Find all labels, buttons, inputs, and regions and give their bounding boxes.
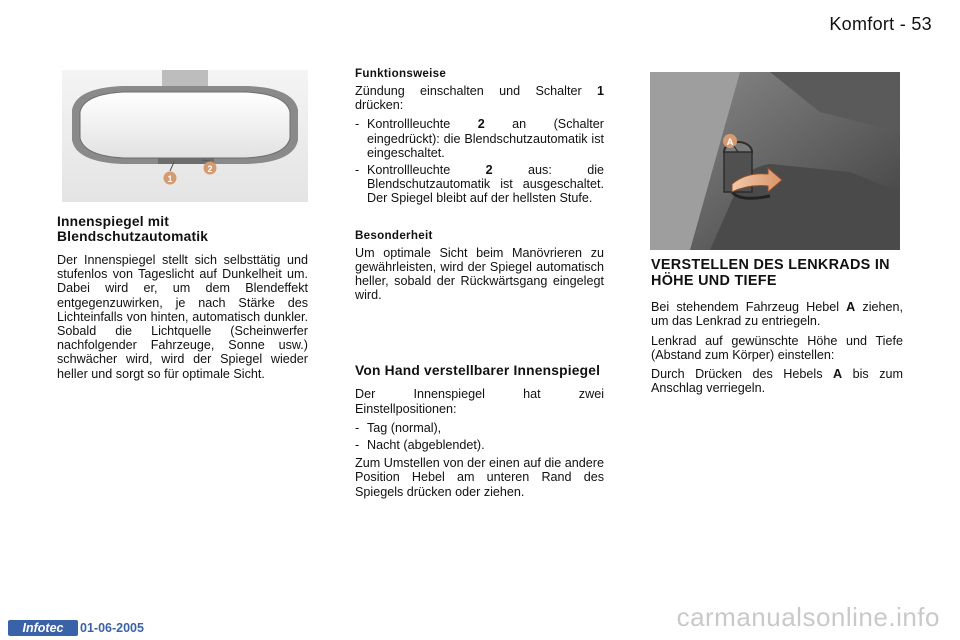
mirror-illustration xyxy=(62,70,308,202)
lamp-2-ref: 2 xyxy=(485,163,493,178)
steering-drawing xyxy=(650,72,900,250)
print-date: 01-06-2005 xyxy=(80,621,144,635)
section-heading-steering: VERSTELLEN DES LENKRADS IN HÖHE UND TIEFE xyxy=(651,257,890,289)
funktion-intro-text: Zündung einschalten und Schalter xyxy=(355,84,597,98)
switch-1-ref: 1 xyxy=(596,84,604,98)
funktion-intro xyxy=(355,84,604,112)
bullet1-end: an (Schalter eingedrückt): die Blendschutzautomatik ist eingeschaltet. xyxy=(367,117,604,160)
bullet2-text: Kontrollleuchte xyxy=(367,163,486,178)
column-mirror-auto xyxy=(57,214,308,386)
mirror-drawing xyxy=(62,70,308,202)
column-steering xyxy=(651,258,903,400)
position-day: Tag (normal), xyxy=(367,420,442,435)
step1-end: ziehen, um das Lenkrad zu entriegeln. xyxy=(651,300,904,329)
callout-a-label: A xyxy=(726,137,734,148)
manual-mirror-intro: Der Innenspiegel hat zwei Einstellpositionen: xyxy=(355,387,604,416)
funktion-intro-end: drücken: xyxy=(355,98,404,113)
step3-end: bis zum Anschlag verriegeln. xyxy=(651,367,903,396)
lever-a-ref: A xyxy=(846,300,856,315)
steering-illustration xyxy=(650,72,900,250)
section-heading-auto-dimming: Innenspiegel mit Blendschutzautomatik xyxy=(57,214,209,244)
watermark: carmanualsonline.info xyxy=(676,602,940,632)
besonderheit-text: Um optimale Sicht beim Manövrieren zu gewährleisten, wird der Spiegel automatisch heller, sobald der Rückwärtsgang eingelegt wird. xyxy=(355,245,604,303)
column-mirror-operation xyxy=(355,67,604,504)
steering-step-2: Lenkrad auf gewünschte Höhe und Tiefe (Abstand zum Körper) einstellen: xyxy=(651,333,903,362)
list-item: - Kontrollleuchte 2 aus: die Blendschutzautomatik ist ausgeschaltet. Der Spiegel bleibt auf der hellsten Stufe. xyxy=(355,163,605,206)
list-item: - Nacht (abgeblendet). xyxy=(355,438,604,452)
steering-step-3 xyxy=(651,367,903,395)
step3-text: Durch Drücken des Hebels xyxy=(651,367,833,381)
callout-1-label: 1 xyxy=(167,174,173,184)
callout-2-label: 2 xyxy=(207,164,213,174)
list-item: - Tag (normal), xyxy=(355,421,604,435)
section-heading-manual-mirror: Von Hand verstellbarer Innenspiegel xyxy=(355,363,601,379)
manual-mirror-outro: Zum Umstellen von der einen auf die andere Position Hebel am unteren Rand des Spiegels drücken oder ziehen. xyxy=(355,456,604,499)
page-header: Komfort - 53 xyxy=(829,14,932,34)
bullet1-text: Kontrollleuchte xyxy=(367,117,478,132)
lamp-2-ref: 2 xyxy=(477,117,485,132)
auto-dimming-description: Der Innenspiegel stellt sich selbsttätig und stufenlos von Tageslicht auf Dunkelheit um. Dabei wird er, um dem Blendeffekt entgegenzuwirken, je nach Stärke des Lichteinfalls von hinten, automatisch dunkler. Sobald die Lichtquelle (Scheinwerfer nachfolgender Fahrzeuge, Sonne usw.) schwächer wird, wird der Spiegel wieder heller und sorgt so für optimale Sicht. xyxy=(57,253,308,381)
list-item: - Kontrollleuchte 2 an (Schalter eingedrückt): die Blendschutzautomatik ist eingeschaltet. xyxy=(355,117,604,160)
bullet2-end: aus: die Blendschutzautomatik ist ausgeschaltet. Der Spiegel bleibt auf der hellsten Stufe. xyxy=(367,163,605,206)
infotec-badge: Infotec xyxy=(8,620,78,636)
step1-text: Bei stehendem Fahrzeug Hebel xyxy=(651,300,847,315)
subheading-funktionsweise: Funktionsweise xyxy=(355,67,447,80)
lever-a-ref: A xyxy=(833,367,843,381)
position-night: Nacht (abgeblendet). xyxy=(367,438,485,453)
steering-step-1 xyxy=(651,300,903,328)
subheading-besonderheit: Besonderheit xyxy=(355,228,433,242)
